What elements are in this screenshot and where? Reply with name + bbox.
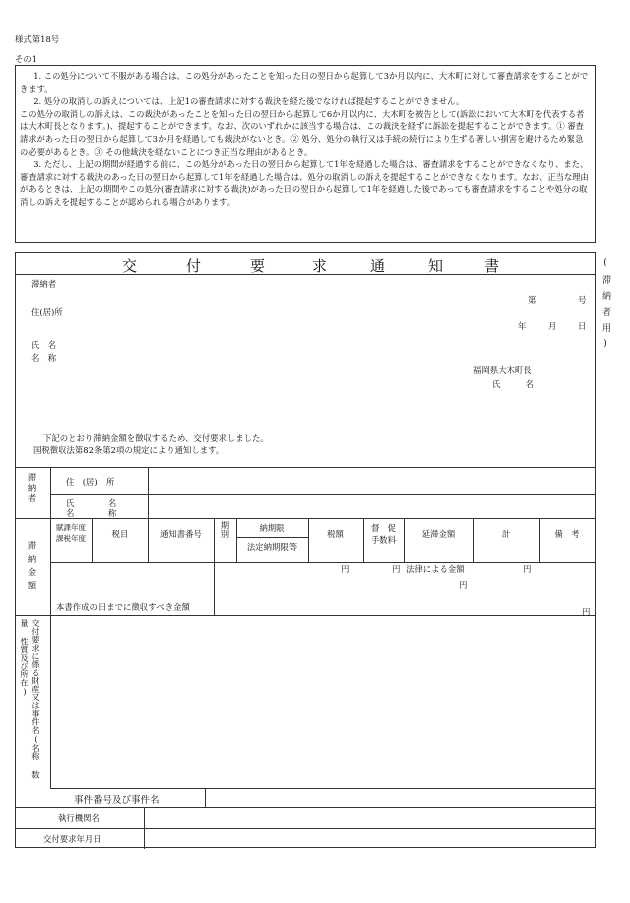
col-year1: 賦課年度 <box>56 523 86 532</box>
taxpayer-block-label: 滞納者 <box>27 473 37 505</box>
year-label: 年 <box>518 321 527 331</box>
taxpayer-label: 滞納者 <box>31 279 57 289</box>
issuer-name: 氏 名 <box>492 379 534 389</box>
yen-collect: 円 <box>582 607 591 617</box>
taxpayer-name-label2: 名 称 <box>66 508 117 518</box>
number-suffix: 号 <box>578 295 587 305</box>
title-char: 求 <box>312 257 328 275</box>
form-body <box>15 274 596 848</box>
title-char: 書 <box>484 257 500 275</box>
month-label: 月 <box>548 321 557 331</box>
yen-total: 円 <box>523 564 532 574</box>
col-fee1: 督 促 <box>370 523 397 533</box>
number-label: 第 <box>528 295 537 305</box>
title-char: 付 <box>186 257 202 275</box>
col-delay: 延滞金額 <box>421 529 456 539</box>
yen-delay: 円 <box>459 580 468 590</box>
yen-fee: 円 <box>392 564 401 574</box>
agency-label: 執行機関名 <box>58 813 100 823</box>
col-deadline1: 納期限 <box>259 523 285 533</box>
date-label: 交付要求年月日 <box>43 834 102 844</box>
col-year2: 課税年度 <box>56 534 86 543</box>
title-char: 通 <box>370 257 386 275</box>
taxpayer-name-label1: 氏 名 <box>66 498 117 508</box>
part-label: その1 <box>15 54 38 64</box>
col-total: 計 <box>501 529 511 539</box>
notice-p3: この処分の取消しの訴えは、この裁決があったことを知った日の翌日から起算して6か月以内に、大木町を被告として(訴訟において大木町を代表する者は大木町長となります。)、提起することができます。なお、次のいずれかに該当する場合は、この裁決を経ずに訴訟を提起することができます。① 審査請求があった日の翌日から起算して3か月を経過しても裁決がないとき。② 処分、処分の執行又は手続の続行により生ずる著しい損害を避けるため緊急の必要があるとき。③ その他裁決を経ないことにつき正当な理由があるとき。 <box>20 108 585 157</box>
notice-p1: 1. この処分について不服がある場合は、この処分があったことを知った日の翌日から起算して3か月以内に、大木町に対して審査請求をすることができます。 <box>20 71 589 94</box>
col-notice: 通知書番号 <box>160 529 202 539</box>
yen-taxamount: 円 <box>341 564 350 574</box>
collect-label: 本書作成の日までに徴収すべき金額 <box>56 602 190 612</box>
legal-amount-label: 法律による金額 <box>406 564 465 574</box>
name-label: 氏 名 <box>31 340 57 350</box>
case-label: 事件番号及び事件名 <box>74 795 160 806</box>
title-char: 要 <box>250 257 266 275</box>
amount-block-label: 滞納金額 <box>27 541 37 595</box>
col-fee2: 手数料 <box>370 535 397 545</box>
taxpayer-address-label: 住 (居) 所 <box>66 477 115 487</box>
notice-body-1: 下記のとおり滞納金額を徴収するため、交付要求しました。 <box>43 433 269 443</box>
col-deadline2: 法定納期限等 <box>246 542 298 552</box>
col-taxamount: 税額 <box>327 529 344 539</box>
day-label: 日 <box>578 321 587 331</box>
col-remarks: 備 考 <box>554 529 580 539</box>
notice-p4: 3. ただし、上記の期間が経過する前に、この処分があった日の翌日から起算して1年を経過した場合は、審査請求をすることができなくなり、また、審査請求に対する裁決のあった日の翌日から起算して1年を経過した場合は、処分の取消しの訴えを提起することができなくなります。なお、正当な理由があるときは、上記の期間やこの処分(審査請求に対する裁決)があった日の翌日から起算して1年を経過した後であっても審査請求をすることや処分の取消しの訴えを提起することが認められる場合があります。 <box>20 159 589 207</box>
form-number: 様式第18号 <box>15 34 60 44</box>
col-period: 期別 <box>220 521 230 538</box>
notice-p2: 2. 処分の取消しの訴えについては、上記1の審査請求に対する裁決を経た後でなければ提起することができません。 <box>33 96 465 107</box>
title-char: 交 <box>122 257 138 275</box>
address-label: 住(居)所 <box>31 307 63 317</box>
appeal-notice <box>15 65 596 243</box>
col-tax: 税目 <box>111 529 129 539</box>
side-label: (滞納者用) <box>600 258 610 356</box>
notice-body-2: 国税徴収法第82条第2項の規定により通知します。 <box>33 445 225 455</box>
title-bar <box>15 252 596 274</box>
title-name-label: 名 称 <box>31 353 57 363</box>
title-char: 知 <box>428 257 444 275</box>
issuer: 福岡県大木町長 <box>473 365 532 375</box>
property-label: 交付要求に係る財産又は事件名(名称 数量 性質及び所在) <box>20 619 41 779</box>
